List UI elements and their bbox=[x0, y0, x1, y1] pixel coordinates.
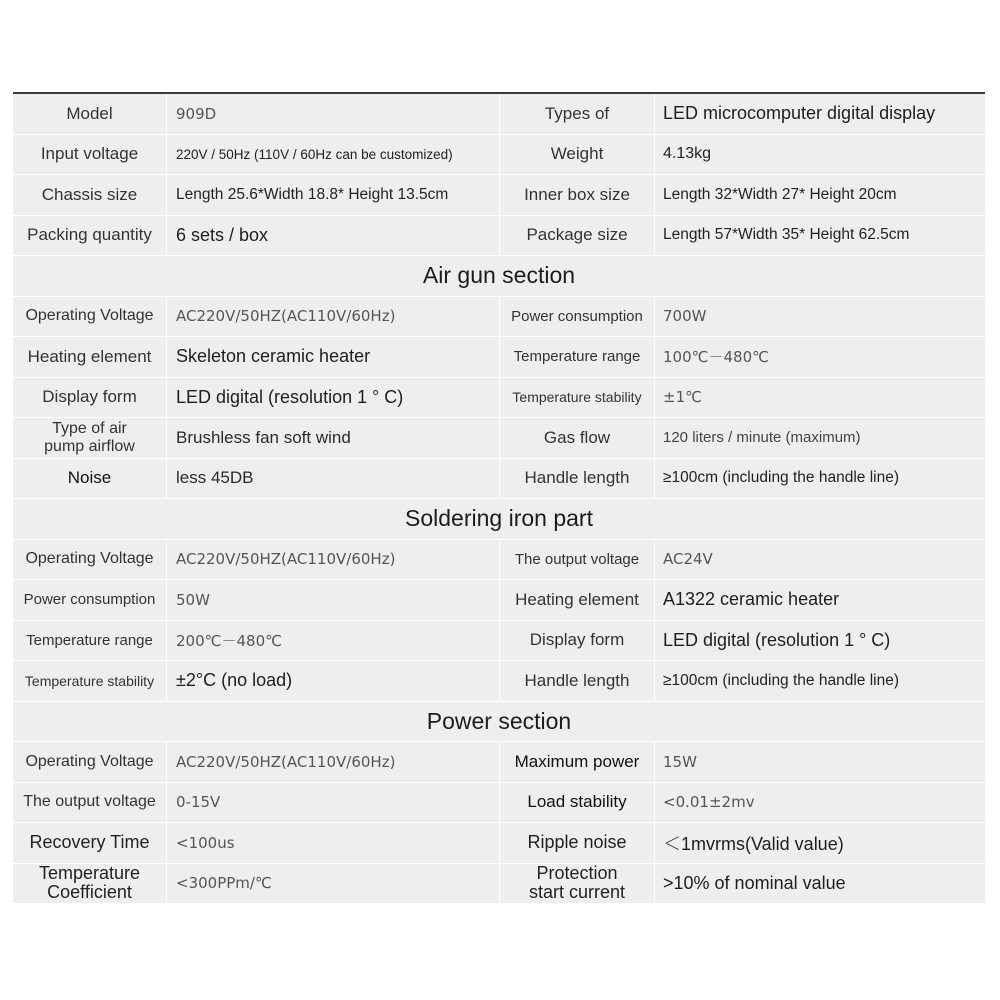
spec-value: <0.01±2mv bbox=[663, 793, 755, 812]
spec-label: Ripple noise bbox=[500, 823, 655, 863]
spec-value: Length 57*Width 35* Height 62.5cm bbox=[663, 226, 910, 244]
spec-label: Temperature range bbox=[13, 621, 167, 661]
spec-value: A1322 ceramic heater bbox=[663, 589, 840, 610]
spec-value: ±1℃ bbox=[663, 388, 702, 407]
spec-row bbox=[13, 459, 985, 500]
spec-value: 909D bbox=[167, 94, 500, 134]
spec-label: The output voltage bbox=[500, 540, 655, 580]
spec-label: Type of air pump airflow bbox=[44, 420, 135, 455]
spec-value: <300PPm/℃ bbox=[167, 864, 500, 904]
spec-value: ≥100cm (including the handle line) bbox=[663, 469, 899, 487]
spec-value: AC220V/50HZ(AC110V/60Hz) bbox=[167, 540, 500, 580]
spec-label: Maximum power bbox=[500, 742, 655, 782]
spec-label: Operating Voltage bbox=[13, 297, 167, 337]
spec-label: Inner box size bbox=[500, 175, 655, 215]
spec-row bbox=[13, 94, 985, 135]
spec-row bbox=[13, 783, 985, 824]
spec-value: ≥100cm (including the handle line) bbox=[663, 671, 899, 689]
spec-label: Gas flow bbox=[500, 418, 655, 458]
spec-row bbox=[13, 216, 985, 257]
section-title-soldering-iron: Soldering iron part bbox=[405, 505, 593, 532]
spec-label: Operating Voltage bbox=[13, 540, 167, 580]
spec-label: Temperature stability bbox=[13, 661, 167, 701]
spec-value: >10% of nominal value bbox=[663, 872, 846, 893]
spec-value: AC24V bbox=[663, 550, 713, 569]
spec-row bbox=[13, 823, 985, 864]
spec-label: Power consumption bbox=[13, 580, 167, 620]
spec-label: Load stability bbox=[500, 783, 655, 823]
spec-row bbox=[13, 297, 985, 338]
spec-value: 4.13kg bbox=[663, 145, 712, 163]
spec-row bbox=[13, 864, 985, 905]
spec-row bbox=[13, 175, 985, 216]
spec-label: Temperature Coefficient bbox=[38, 863, 141, 903]
spec-label: Recovery Time bbox=[13, 823, 167, 863]
section-header-row bbox=[13, 256, 985, 297]
spec-value: Length 32*Width 27* Height 20cm bbox=[663, 185, 897, 203]
spec-value: 6 sets / box bbox=[167, 216, 500, 256]
spec-label: Handle length bbox=[500, 661, 655, 701]
spec-value: 15W bbox=[663, 752, 697, 771]
spec-value: 0-15V bbox=[167, 783, 500, 823]
spec-row bbox=[13, 378, 985, 419]
section-title-air-gun: Air gun section bbox=[422, 262, 576, 289]
spec-row bbox=[13, 580, 985, 621]
spec-row bbox=[13, 661, 985, 702]
spec-label: Heating element bbox=[13, 337, 167, 377]
spec-value: LED digital (resolution 1 ° C) bbox=[167, 378, 500, 418]
section-title-power: Power section bbox=[426, 707, 572, 734]
spec-label: Chassis size bbox=[13, 175, 167, 215]
spec-label: Heating element bbox=[500, 580, 655, 620]
spec-value: 700W bbox=[663, 307, 707, 326]
spec-label: Temperature stability bbox=[500, 378, 655, 418]
spec-value: 100℃－480℃ bbox=[663, 348, 769, 367]
spec-label: The output voltage bbox=[13, 783, 167, 823]
spec-value: Length 25.6*Width 18.8* Height 13.5cm bbox=[167, 175, 500, 215]
spec-value: 50W bbox=[167, 580, 500, 620]
spec-value: 200℃－480℃ bbox=[167, 621, 500, 661]
spec-value: 120 liters / minute (maximum) bbox=[663, 429, 861, 447]
spec-label-cell bbox=[500, 864, 655, 904]
spec-label: Noise bbox=[13, 459, 167, 499]
spec-label-cell bbox=[13, 418, 167, 458]
spec-row bbox=[13, 621, 985, 662]
spec-label: Temperature range bbox=[500, 337, 655, 377]
spec-value: ±2°C (no load) bbox=[167, 661, 500, 701]
spec-value: AC220V/50HZ(AC110V/60Hz) bbox=[167, 297, 500, 337]
spec-value: 220V / 50Hz (110V / 60Hz can be customized) bbox=[167, 135, 500, 175]
spec-label: Display form bbox=[13, 378, 167, 418]
section-header-row bbox=[13, 499, 985, 540]
spec-label: Power consumption bbox=[500, 297, 655, 337]
spec-row bbox=[13, 337, 985, 378]
spec-label: Protection start current bbox=[528, 863, 626, 903]
spec-row bbox=[13, 742, 985, 783]
spec-label-cell bbox=[13, 864, 167, 904]
spec-label: Weight bbox=[500, 135, 655, 175]
spec-value: Skeleton ceramic heater bbox=[167, 337, 500, 377]
spec-row bbox=[13, 540, 985, 581]
spec-label: Operating Voltage bbox=[13, 742, 167, 782]
spec-row bbox=[13, 418, 985, 459]
section-header-row bbox=[13, 702, 985, 743]
spec-label: Display form bbox=[500, 621, 655, 661]
spec-value: less 45DB bbox=[167, 459, 500, 499]
spec-label: Input voltage bbox=[13, 135, 167, 175]
spec-value: Brushless fan soft wind bbox=[167, 418, 500, 458]
spec-value: LED digital (resolution 1 ° C) bbox=[663, 629, 891, 650]
spec-label: Model bbox=[13, 94, 167, 134]
spec-label: Package size bbox=[500, 216, 655, 256]
spec-value: <100us bbox=[167, 823, 500, 863]
spec-label: Types of bbox=[500, 94, 655, 134]
spec-table bbox=[13, 92, 985, 904]
spec-value: ＜1mvrms(Valid value) bbox=[663, 833, 844, 854]
spec-label: Handle length bbox=[500, 459, 655, 499]
spec-row bbox=[13, 135, 985, 176]
spec-value: AC220V/50HZ(AC110V/60Hz) bbox=[167, 742, 500, 782]
spec-value: LED microcomputer digital display bbox=[663, 103, 936, 124]
spec-label: Packing quantity bbox=[13, 216, 167, 256]
